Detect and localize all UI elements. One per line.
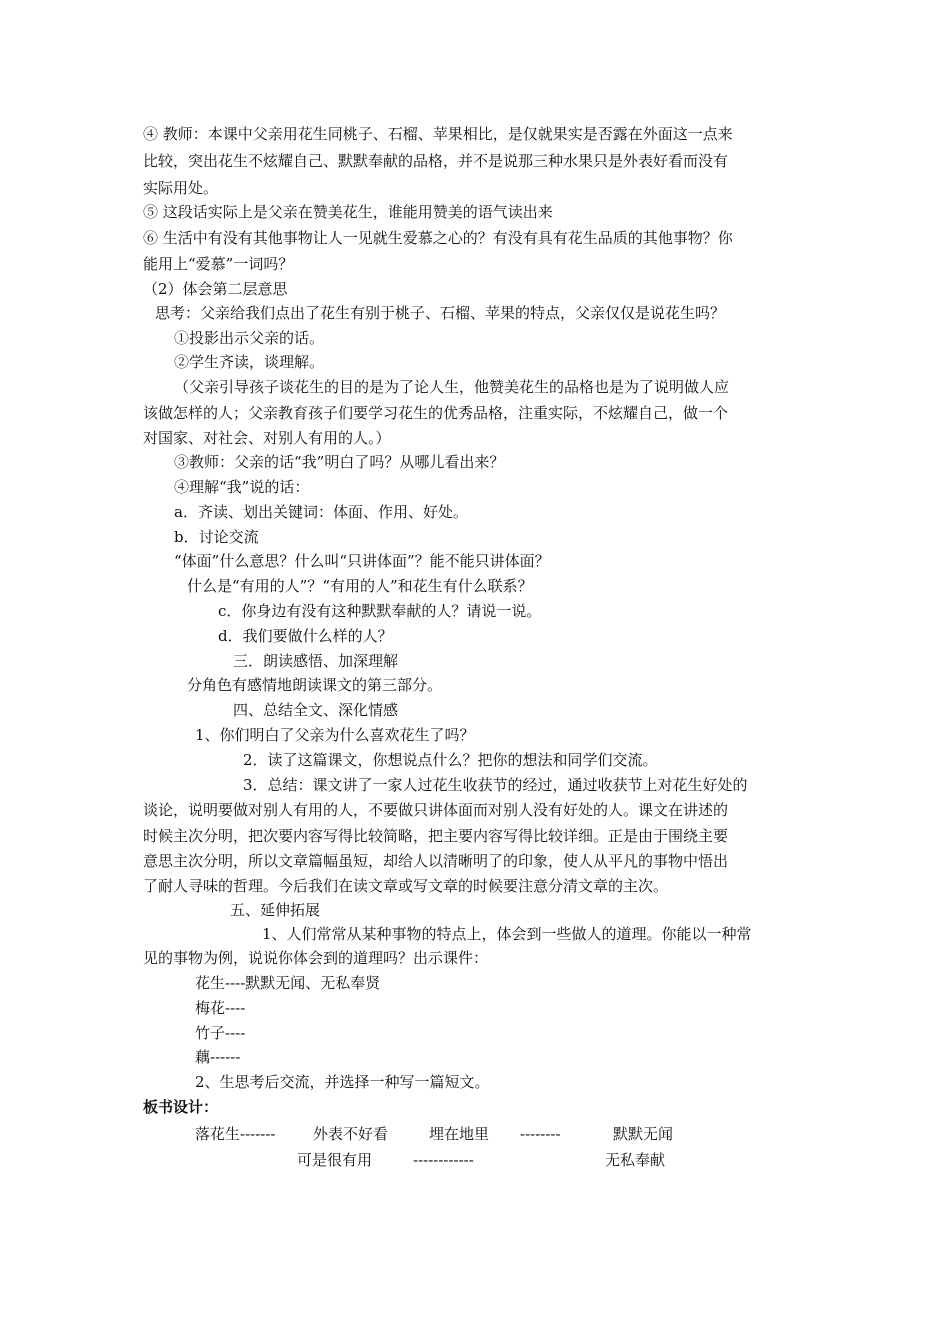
text-line: 什么是“有用的人”？“有用的人”和花生有什么联系？: [187, 577, 533, 595]
list-item: 梅花----: [195, 999, 246, 1017]
section-heading: （2）体会第二层意思: [143, 280, 288, 298]
text-line: 1、人们常常从某种事物的特点上，体会到一些做人的道理。你能以一种常: [262, 925, 752, 943]
text-line: 该做怎样的人；父亲教育孩子们要学习花生的优秀品格，注重实际，不炫耀自己，做一个: [143, 404, 729, 422]
list-item: 竹子----: [195, 1024, 246, 1042]
text-line: 分角色有感情地朗读课文的第三部分。: [187, 676, 443, 694]
text-line: 比较，突出花生不炫耀自己、默默奉献的品格，并不是说那三种水果只是外表好看而没有: [143, 152, 729, 170]
text-line: d．我们要做什么样的人？: [218, 627, 393, 645]
text-line: 谈论，说明要做对别人有用的人，不要做只讲体面而对别人没有好处的人。课文在讲述的: [143, 801, 729, 819]
text-line: 2、生思考后交流，并选择一种写一篇短文。: [195, 1073, 490, 1091]
text-line: “体面”什么意思？什么叫“只讲体面”？能不能只讲体面？: [174, 552, 550, 570]
text-line: 了耐人寻味的哲理。今后我们在读文章或写文章的时候要注意分清文章的主次。: [143, 877, 669, 895]
text-line: ④ 教师：本课中父亲用花生同桃子、石榴、苹果相比，是仅就果实是否露在外面这一点来: [143, 125, 733, 143]
text-line: 1、你们明白了父亲为什么喜欢花生了吗？: [195, 726, 475, 744]
text-line: a．齐读、划出关键词：体面、作用、好处。: [174, 503, 468, 521]
text-line: 2．读了这篇课文，你想说点什么？把你的想法和同学们交流。: [243, 751, 658, 769]
list-item: 花生----默默无闻、无私奉贤: [195, 974, 381, 992]
text-line: 思考：父亲给我们点出了花生有别于桃子、石榴、苹果的特点，父亲仅仅是说花生吗？: [155, 304, 726, 322]
text-line: ⑥ 生活中有没有其他事物让人一见就生爱慕之心的？有没有具有花生品质的其他事物？你: [143, 229, 733, 247]
text-line: 见的事物为例，说说你体会到的道理吗？出示课件：: [143, 949, 489, 967]
text-line: 3．总结：课文讲了一家人过花生收获节的经过，通过收获节上对花生好处的: [243, 776, 748, 794]
text-line: ⑤ 这段话实际上是父亲在赞美花生，谁能用赞美的语气读出来: [143, 203, 553, 221]
board-cell: 落花生-------: [195, 1125, 276, 1143]
text-line: ④理解“我”说的话：: [174, 478, 310, 496]
text-line: ①投影出示父亲的话。: [174, 329, 325, 347]
section-heading: 三．朗读感悟、加深理解: [233, 652, 399, 670]
text-line: （父亲引导孩子谈花生的目的是为了论人生，他赞美花生的品格也是为了说明做人应: [174, 378, 730, 396]
text-line: 意思主次分明，所以文章篇幅虽短，却给人以清晰明了的印象，使人从平凡的事物中悟出: [143, 852, 729, 870]
text-line: ②学生齐读，谈理解。: [174, 353, 325, 371]
board-cell: 默默无闻: [613, 1125, 674, 1143]
board-cell: 外表不好看: [313, 1125, 389, 1143]
section-heading: 四、总结全文、深化情感: [233, 701, 399, 719]
text-line: ③教师：父亲的话“我”明白了吗？从哪儿看出来？: [174, 453, 505, 471]
board-cell: 可是很有用: [297, 1151, 373, 1169]
list-item: 藕------: [195, 1048, 241, 1066]
board-cell: 埋在地里: [429, 1125, 490, 1143]
board-cell: 无私奉献: [605, 1151, 666, 1169]
board-cell: ------------: [413, 1151, 474, 1169]
section-heading: 五、延伸拓展: [230, 901, 321, 919]
text-line: b．讨论交流: [174, 528, 259, 546]
text-line: c．你身边有没有这种默默奉献的人？请说一说。: [218, 602, 542, 620]
text-line: 对国家、对社会、对别人有用的人。）: [143, 429, 391, 447]
text-line: 实际用处。: [143, 179, 219, 197]
text-line: 能用上“爱慕”一词吗？: [143, 255, 294, 273]
text-line: 时候主次分明，把次要内容写得比较简略，把主要内容写得比较详细。正是由于围绕主要: [143, 827, 729, 845]
board-cell: --------: [520, 1125, 561, 1143]
board-design-heading: 板书设计：: [143, 1098, 219, 1116]
